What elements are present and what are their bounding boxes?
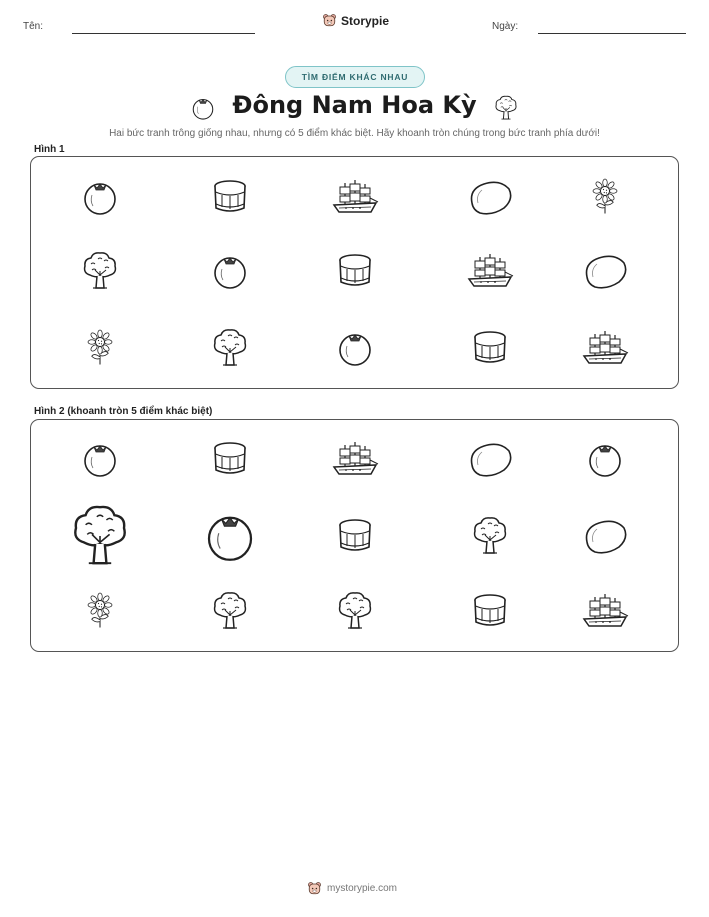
ship-icon[interactable] xyxy=(331,439,379,479)
bear-icon xyxy=(322,13,337,28)
ship-icon[interactable] xyxy=(581,328,629,368)
date-line[interactable] xyxy=(538,33,686,34)
potato-icon[interactable] xyxy=(581,251,629,291)
date-label: Ngày: xyxy=(492,21,519,32)
orange-icon[interactable] xyxy=(202,508,258,564)
tree-icon[interactable] xyxy=(80,251,120,291)
ship-icon[interactable] xyxy=(581,591,629,631)
orange-icon[interactable] xyxy=(210,251,250,291)
storypie-logo xyxy=(322,13,389,28)
name-line[interactable] xyxy=(72,33,255,34)
picture1-label: Hình 1 xyxy=(34,144,65,155)
picture2-label: Hình 2 (khoanh tròn 5 điểm khác biệt) xyxy=(34,406,213,417)
drum-icon[interactable] xyxy=(335,251,375,291)
ship-icon[interactable] xyxy=(331,177,379,217)
tree-icon xyxy=(493,95,519,121)
activity-badge: TÌM ĐIỂM KHÁC NHAU xyxy=(285,66,425,88)
tree-icon[interactable] xyxy=(210,591,250,631)
potato-icon[interactable] xyxy=(466,439,514,479)
potato-icon[interactable] xyxy=(581,516,629,556)
sunflower-icon[interactable] xyxy=(85,587,115,635)
drum-icon[interactable] xyxy=(470,591,510,631)
drum-icon[interactable] xyxy=(210,177,250,217)
drum-icon[interactable] xyxy=(210,439,250,479)
orange-icon[interactable] xyxy=(585,439,625,479)
footer-url: mystorypie.com xyxy=(327,883,398,894)
tree-icon[interactable] xyxy=(210,328,250,368)
drum-icon[interactable] xyxy=(470,328,510,368)
tree-icon[interactable] xyxy=(470,516,510,556)
orange-icon[interactable] xyxy=(80,177,120,217)
ship-icon[interactable] xyxy=(466,251,514,291)
bear-icon xyxy=(307,881,322,896)
page-title: Đông Nam Hoa Kỳ xyxy=(232,91,477,119)
sunflower-icon[interactable] xyxy=(590,173,620,221)
drum-icon[interactable] xyxy=(335,516,375,556)
tree-icon[interactable] xyxy=(68,504,132,568)
orange-icon[interactable] xyxy=(80,439,120,479)
sunflower-icon[interactable] xyxy=(85,324,115,372)
tree-icon[interactable] xyxy=(335,591,375,631)
potato-icon[interactable] xyxy=(466,177,514,217)
brand-name: Storypie xyxy=(341,13,390,28)
name-label: Tên: xyxy=(23,21,44,32)
orange-icon[interactable] xyxy=(335,328,375,368)
footer xyxy=(307,881,397,896)
instructions: Hai bức tranh trông giống nhau, nhưng có 5 điểm khác biệt. Hãy khoanh tròn chúng trong bức tranh phía dưới! xyxy=(109,128,600,139)
